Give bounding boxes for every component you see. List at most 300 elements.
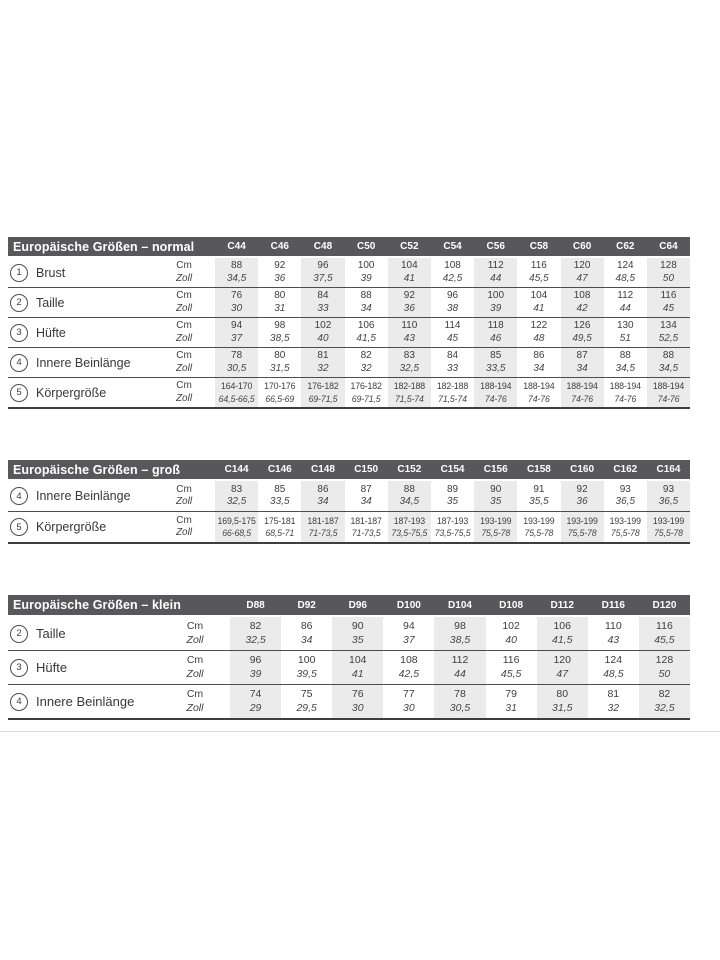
cm-value: 120 (573, 260, 591, 271)
value-cell (301, 288, 344, 317)
row-number-badge: 5 (10, 384, 28, 402)
row-label: Innere Beinlänge (36, 694, 135, 709)
table-header-bar (8, 460, 690, 479)
cm-value: 188-194 (480, 381, 512, 391)
value-cell (604, 512, 647, 542)
unit-cm-label: Cm (186, 620, 204, 632)
cm-value: 193-199 (566, 515, 598, 526)
unit-cm-label: Cm (176, 514, 192, 526)
row-label-cell (8, 324, 153, 342)
value-cell (258, 512, 301, 542)
measurement-row (8, 684, 690, 718)
value-cell (434, 685, 485, 718)
zoll-value: 66-68,5 (222, 528, 251, 538)
value-cell (517, 288, 560, 317)
value-cell (474, 288, 517, 317)
cm-value: 181-187 (350, 515, 382, 526)
cm-value: 81 (607, 688, 620, 700)
size-column-header: D100 (396, 599, 421, 611)
row-number-badge: 3 (10, 324, 28, 342)
zoll-value: 39 (360, 272, 372, 284)
unit-zoll-label: Zoll (175, 332, 193, 344)
cm-value: 94 (231, 320, 243, 331)
size-column-header: C160 (570, 464, 595, 475)
cm-value: 86 (317, 483, 329, 495)
cm-value: 130 (616, 320, 634, 331)
zoll-value: 32,5 (226, 496, 247, 507)
value-cell (388, 512, 431, 542)
size-column-header: C164 (656, 464, 681, 475)
value-cell (537, 685, 588, 718)
zoll-value: 50 (662, 272, 675, 284)
cm-value: 88 (619, 350, 631, 361)
value-cell (647, 512, 690, 542)
value-cell (639, 685, 690, 718)
zoll-value: 42 (576, 302, 588, 314)
unit-cm-label: Cm (176, 260, 192, 271)
value-cell (604, 258, 647, 287)
zoll-value: 36 (274, 272, 286, 284)
zoll-value: 44 (619, 302, 631, 314)
row-number-badge: 2 (10, 294, 28, 312)
value-cell (474, 318, 517, 347)
value-cell (431, 288, 474, 317)
unit-cell (153, 290, 215, 315)
value-cell (258, 258, 301, 287)
size-column-header: C64 (659, 241, 678, 252)
zoll-value: 74-76 (614, 393, 637, 404)
size-column-header: D116 (601, 599, 625, 611)
zoll-value: 34 (576, 362, 588, 374)
value-cell (388, 481, 431, 511)
zoll-value: 35 (446, 496, 459, 507)
cm-value: 108 (444, 260, 461, 271)
value-cell (434, 617, 485, 650)
zoll-value: 48,5 (615, 272, 636, 284)
cm-value: 100 (297, 654, 316, 666)
value-cell (281, 651, 332, 684)
zoll-value: 50 (658, 667, 671, 680)
unit-cell (153, 484, 215, 509)
zoll-value: 31,5 (270, 362, 290, 374)
value-cell (345, 288, 388, 317)
zoll-value: 29 (249, 701, 262, 714)
zoll-value: 40 (505, 633, 517, 646)
zoll-value: 40 (317, 332, 329, 344)
row-label-cell (8, 693, 160, 711)
zoll-value: 74-76 (484, 393, 507, 404)
value-cell (604, 318, 647, 347)
cm-value: 110 (604, 620, 622, 632)
zoll-value: 35 (490, 496, 502, 507)
zoll-value: 32,5 (399, 362, 420, 374)
cm-value: 75 (300, 688, 313, 700)
unit-zoll-label: Zoll (175, 392, 193, 404)
cm-value: 104 (349, 654, 367, 666)
value-cell (647, 318, 690, 347)
zoll-value: 32,5 (245, 633, 266, 646)
value-cell (230, 651, 281, 684)
row-number-badge: 4 (10, 487, 28, 505)
cm-value: 128 (660, 260, 677, 271)
value-cell (486, 685, 537, 718)
row-label: Körpergröße (36, 520, 107, 534)
cm-value: 93 (662, 483, 675, 495)
value-cell (215, 378, 258, 407)
cm-value: 100 (357, 260, 375, 271)
zoll-value: 45 (662, 302, 675, 314)
value-cell (517, 481, 560, 511)
zoll-value: 43 (403, 332, 415, 344)
zoll-value: 41,5 (551, 633, 573, 646)
cm-value: 176-182 (350, 381, 382, 391)
value-cell (588, 651, 639, 684)
value-cell (345, 512, 388, 542)
zoll-value: 34,5 (615, 362, 636, 374)
zoll-value: 43 (607, 633, 620, 646)
cm-value: 102 (314, 320, 332, 331)
cm-value: 98 (274, 320, 286, 331)
unit-cm-label: Cm (186, 688, 204, 700)
table-title: Europäische Größen – normal (13, 239, 195, 254)
unit-cell (160, 688, 230, 715)
cm-value: 88 (403, 483, 415, 495)
zoll-value: 34 (533, 362, 545, 374)
size-column-header: C146 (267, 464, 292, 475)
unit-cell (153, 320, 215, 345)
measurement-row (8, 481, 690, 511)
unit-cell (153, 515, 215, 540)
zoll-value: 46 (490, 332, 502, 344)
cm-value: 126 (573, 320, 591, 331)
size-column-header: C44 (227, 241, 246, 252)
zoll-value: 45,5 (500, 667, 522, 680)
size-column-header: D92 (297, 599, 316, 611)
row-label: Taille (36, 295, 65, 310)
zoll-value: 35 (351, 633, 364, 646)
size-column-header: C148 (311, 464, 335, 475)
cm-value: 193-199 (652, 515, 685, 526)
row-label-cell (8, 294, 153, 312)
value-cell (230, 685, 281, 718)
zoll-value: 74-76 (528, 393, 550, 404)
cm-value: 112 (487, 260, 504, 271)
cm-value: 124 (616, 260, 634, 271)
cm-value: 90 (351, 620, 364, 632)
row-label-cell (8, 354, 153, 372)
row-label: Innere Beinlänge (36, 355, 131, 370)
cm-value: 110 (401, 320, 418, 331)
cm-value: 94 (403, 620, 415, 632)
cm-value: 76 (231, 290, 243, 301)
zoll-value: 41 (403, 272, 415, 284)
table-header-bar (8, 237, 690, 256)
size-column-header: D108 (499, 599, 524, 611)
unit-cell (153, 350, 215, 375)
cm-value: 88 (662, 350, 675, 361)
cm-value: 85 (274, 483, 286, 495)
value-cell (258, 378, 301, 407)
cm-value: 78 (454, 688, 466, 700)
cm-value: 79 (505, 688, 517, 700)
cm-value: 96 (446, 290, 459, 301)
value-cell (301, 348, 344, 377)
unit-zoll-label: Zoll (175, 362, 193, 374)
row-label-cell (8, 518, 153, 536)
zoll-value: 37,5 (313, 272, 333, 284)
cm-value: 181-187 (307, 515, 339, 526)
value-cell (431, 512, 474, 542)
zoll-value: 34,5 (399, 496, 420, 507)
zoll-value: 32 (360, 362, 372, 374)
row-label-cell (8, 264, 153, 282)
zoll-value: 30 (351, 701, 364, 714)
cm-value: 106 (357, 320, 375, 331)
zoll-value: 41 (533, 302, 545, 314)
value-cell (474, 378, 517, 407)
cm-value: 100 (487, 290, 505, 301)
cm-value: 86 (533, 350, 545, 361)
cm-value: 164-170 (220, 381, 253, 391)
cm-value: 88 (360, 290, 372, 301)
zoll-value: 45,5 (654, 633, 675, 646)
cm-value: 176-182 (307, 381, 339, 391)
zoll-value: 71-73,5 (308, 528, 338, 538)
cm-value: 188-194 (566, 381, 598, 391)
page-divider-line (0, 731, 720, 732)
cm-value: 87 (360, 483, 372, 495)
zoll-value: 38,5 (270, 332, 290, 344)
cm-value: 82 (658, 688, 671, 700)
zoll-value: 49,5 (572, 332, 592, 344)
value-cell (517, 318, 560, 347)
value-cell (588, 685, 639, 718)
cm-value: 188-194 (652, 381, 685, 391)
value-cell (301, 258, 344, 287)
cm-value: 116 (656, 620, 673, 632)
cm-value: 102 (502, 620, 520, 632)
cm-value: 92 (403, 290, 415, 301)
cm-value: 88 (231, 260, 243, 271)
cm-value: 128 (655, 654, 674, 666)
size-column-header: C56 (486, 241, 505, 252)
value-cell (258, 288, 301, 317)
zoll-value: 34 (360, 496, 372, 507)
cm-value: 96 (249, 654, 262, 666)
unit-zoll-label: Zoll (175, 496, 193, 507)
cm-value: 122 (530, 320, 548, 331)
cm-value: 80 (556, 688, 569, 700)
measurement-row (8, 347, 690, 377)
row-label: Innere Beinlänge (36, 489, 131, 503)
value-cell (345, 378, 388, 407)
value-cell (647, 288, 690, 317)
cm-value: 83 (231, 483, 243, 495)
value-cell (388, 288, 431, 317)
zoll-value: 32 (317, 362, 329, 374)
cm-value: 87 (576, 350, 588, 361)
value-cell (474, 348, 517, 377)
zoll-value: 30 (231, 302, 243, 314)
size-column-header: D112 (550, 599, 574, 611)
cm-value: 85 (490, 350, 502, 361)
zoll-value: 75,5-78 (524, 528, 554, 538)
value-cell (388, 378, 431, 407)
zoll-value: 48 (533, 332, 545, 344)
zoll-value: 68,5-71 (265, 528, 295, 538)
zoll-value: 30,5 (226, 362, 247, 374)
size-column-header: C60 (572, 241, 592, 252)
zoll-value: 48,5 (603, 667, 624, 680)
row-label: Taille (36, 626, 66, 641)
zoll-value: 51 (619, 332, 631, 344)
zoll-value: 69-71,5 (351, 393, 381, 404)
zoll-value: 71,5-74 (394, 393, 424, 404)
value-cell (345, 481, 388, 511)
cm-value: 116 (660, 290, 677, 301)
value-cell (561, 512, 604, 542)
row-number-badge: 3 (10, 659, 28, 677)
value-cell (517, 378, 560, 407)
value-cell (486, 651, 537, 684)
zoll-value: 71-73,5 (351, 528, 381, 538)
zoll-value: 45 (446, 332, 459, 344)
zoll-value: 39,5 (296, 667, 317, 680)
unit-cm-label: Cm (176, 483, 192, 495)
zoll-value: 35,5 (529, 496, 549, 507)
value-cell (388, 348, 431, 377)
zoll-value: 75,5-78 (481, 528, 511, 538)
zoll-value: 41,5 (356, 332, 376, 344)
cm-value: 83 (403, 350, 415, 361)
cm-value: 80 (274, 350, 286, 361)
value-cell (215, 481, 258, 511)
size-column-header: C150 (354, 464, 379, 475)
cm-value: 84 (317, 290, 329, 301)
zoll-value: 33 (446, 362, 459, 374)
value-cell (588, 617, 639, 650)
row-label-cell (8, 384, 153, 402)
measurement-row (8, 317, 690, 347)
zoll-value: 36 (403, 302, 415, 314)
value-cell (647, 481, 690, 511)
unit-cell (153, 380, 215, 405)
zoll-value: 32,5 (654, 701, 675, 714)
cm-value: 112 (451, 654, 469, 666)
cm-value: 182-188 (393, 381, 425, 391)
value-cell (281, 617, 332, 650)
value-cell (647, 258, 690, 287)
size-column-header: C158 (526, 464, 551, 475)
value-cell (431, 318, 474, 347)
row-label: Körpergröße (36, 385, 107, 400)
value-cell (215, 288, 258, 317)
cm-value: 91 (533, 483, 545, 495)
value-cell (345, 348, 388, 377)
zoll-value: 66,5-69 (265, 393, 295, 404)
cm-value: 169,5-175 (217, 515, 256, 526)
cm-value: 86 (300, 620, 313, 632)
size-column-header: D120 (652, 599, 677, 611)
cm-value: 89 (446, 483, 459, 495)
cm-value: 108 (573, 290, 591, 301)
zoll-value: 36,5 (615, 496, 636, 507)
table-body (8, 258, 690, 409)
value-cell (517, 348, 560, 377)
zoll-value: 33 (317, 302, 329, 314)
value-cell (431, 348, 474, 377)
value-cell (561, 318, 604, 347)
value-cell (215, 348, 258, 377)
cm-value: 84 (446, 350, 459, 361)
cm-value: 116 (502, 654, 520, 666)
zoll-value: 38 (446, 302, 459, 314)
measurement-row (8, 650, 690, 684)
cm-value: 77 (403, 688, 415, 700)
cm-value: 170-176 (264, 381, 296, 391)
value-cell (561, 378, 604, 407)
value-cell (345, 258, 388, 287)
row-number-badge: 4 (10, 693, 28, 711)
zoll-value: 30,5 (449, 701, 471, 714)
size-column-header: C52 (400, 241, 419, 252)
size-column-header: C144 (224, 464, 249, 475)
row-label: Hüfte (36, 660, 68, 675)
value-cell (388, 258, 431, 287)
value-cell (301, 481, 344, 511)
cm-value: 108 (400, 654, 418, 666)
zoll-value: 31 (274, 302, 286, 314)
size-column-header: C162 (613, 464, 638, 475)
zoll-value: 75,5-78 (654, 528, 683, 538)
value-cell (604, 481, 647, 511)
value-cell (383, 685, 434, 718)
zoll-value: 69-71,5 (308, 393, 338, 404)
cm-value: 187-193 (393, 515, 425, 526)
row-label-cell (8, 659, 160, 677)
measurement-row (8, 511, 690, 542)
table-title: Europäische Größen – groß (13, 462, 181, 477)
zoll-value: 52,5 (658, 332, 679, 344)
value-cell (258, 318, 301, 347)
zoll-value: 73,5-75,5 (434, 528, 471, 538)
zoll-value: 71,5-74 (438, 393, 467, 404)
cm-value: 82 (249, 620, 262, 632)
value-cell (434, 651, 485, 684)
unit-cm-label: Cm (176, 290, 192, 301)
value-cell (561, 288, 604, 317)
value-cell (537, 617, 588, 650)
zoll-value: 75,5-78 (567, 528, 597, 538)
unit-cm-label: Cm (176, 320, 192, 331)
cm-value: 81 (317, 350, 329, 361)
unit-zoll-label: Zoll (175, 272, 193, 284)
row-label-cell (8, 487, 153, 505)
zoll-value: 47 (576, 272, 588, 284)
zoll-value: 34 (317, 496, 329, 507)
size-column-header: D104 (448, 599, 472, 611)
cm-value: 120 (553, 654, 571, 666)
cm-value: 96 (317, 260, 329, 271)
cm-value: 112 (617, 290, 634, 301)
row-number-badge: 4 (10, 354, 28, 372)
cm-value: 76 (351, 688, 364, 700)
zoll-value: 34 (360, 302, 372, 314)
value-cell (431, 258, 474, 287)
cm-value: 134 (660, 320, 677, 331)
zoll-value: 45,5 (529, 272, 549, 284)
zoll-value: 74-76 (571, 393, 593, 404)
